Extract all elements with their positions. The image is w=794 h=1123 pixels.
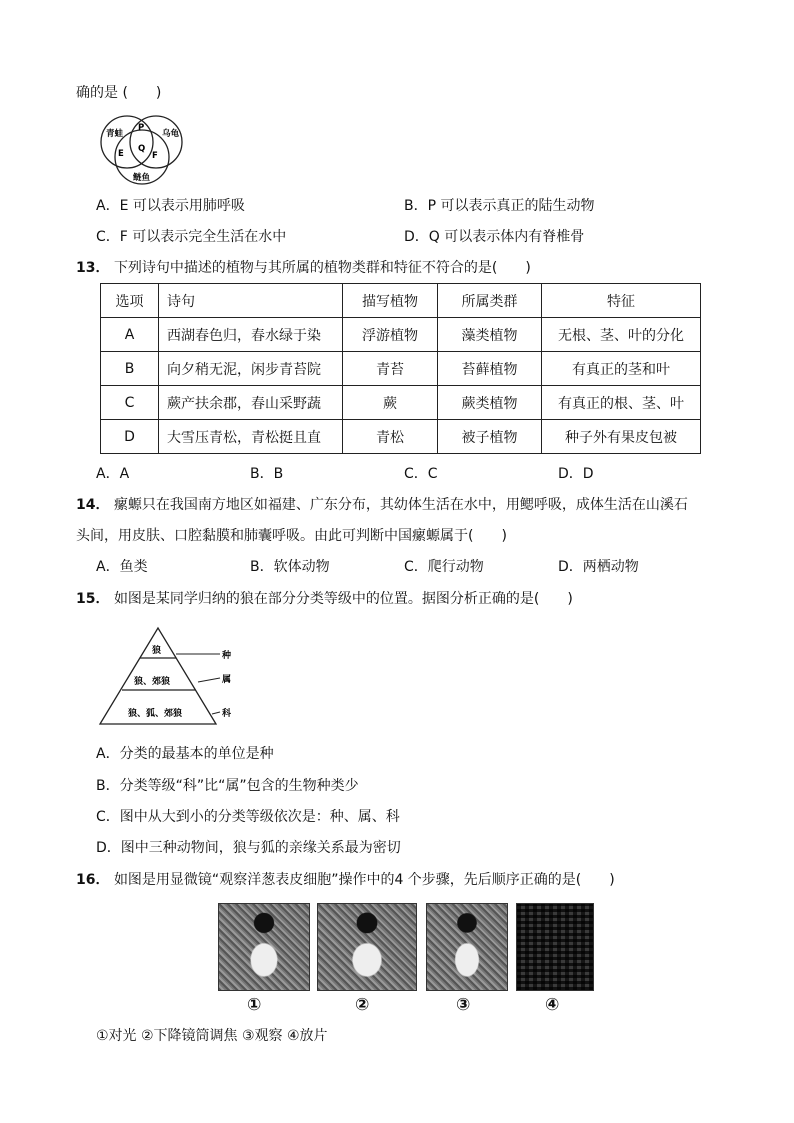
q14-option-d[interactable]: D．两栖动物 bbox=[558, 559, 639, 575]
microscope-photo-4 bbox=[516, 903, 594, 991]
microscope-photo-3 bbox=[426, 903, 508, 991]
table-row bbox=[101, 318, 701, 352]
q13-option-c[interactable]: C．C bbox=[404, 466, 438, 482]
table-header-row bbox=[101, 284, 701, 318]
q13-option-b[interactable]: B．B bbox=[250, 466, 284, 482]
venn-label-fish: 鲢鱼 bbox=[133, 173, 151, 183]
pyramid-level-genus: 狼、郊狼 bbox=[134, 677, 171, 687]
table-header-cell: 所属类群 bbox=[438, 284, 542, 318]
table-cell: 藻类植物 bbox=[438, 318, 542, 352]
q16-number: 16． bbox=[76, 872, 110, 888]
venn-region-f: F bbox=[152, 151, 158, 161]
q16-steps: ①对光 ②下降镜筒调焦 ③观察 ④放片 bbox=[96, 1028, 328, 1044]
pyramid-level-species: 狼 bbox=[152, 646, 162, 656]
venn-region-e: E bbox=[118, 149, 124, 159]
q15-option-b[interactable]: B．分类等级“科”比“属”包含的生物种类少 bbox=[96, 778, 359, 794]
table-cell: 种子外有果皮包被 bbox=[542, 420, 701, 454]
table-cell: C bbox=[101, 386, 159, 420]
q14-option-a[interactable]: A．鱼类 bbox=[96, 559, 148, 575]
q14-option-c[interactable]: C．爬行动物 bbox=[404, 559, 484, 575]
table-cell: 蕨产扶余郡，春山采野蔬 bbox=[159, 386, 343, 420]
table-cell: 有真正的根、茎、叶 bbox=[542, 386, 701, 420]
table-cell: 有真正的茎和叶 bbox=[542, 352, 701, 386]
table-cell: A bbox=[101, 318, 159, 352]
q15-option-c[interactable]: C．图中从大到小的分类等级依次是：种、属、科 bbox=[96, 809, 400, 825]
photo-label-2: ② bbox=[355, 995, 370, 1015]
q15-option-d[interactable]: D．图中三种动物间，狼与狐的亲缘关系最为密切 bbox=[96, 840, 401, 856]
table-row bbox=[101, 352, 701, 386]
q15-stem-text: 如图是某同学归纳的狼在部分分类等级中的位置。据图分析正确的是( ) bbox=[113, 591, 573, 607]
q15-stem bbox=[76, 590, 573, 608]
q13-stem bbox=[76, 259, 531, 277]
table-row bbox=[101, 386, 701, 420]
table-cell: B bbox=[101, 352, 159, 386]
pyramid-rank-genus: 属 bbox=[222, 675, 232, 685]
table-header-cell: 描写植物 bbox=[343, 284, 438, 318]
table-header-cell: 诗句 bbox=[159, 284, 343, 318]
table-row bbox=[101, 420, 701, 454]
q13-number: 13． bbox=[76, 260, 110, 276]
photo-label-1: ① bbox=[247, 995, 262, 1015]
q12-option-d[interactable]: D．Q 可以表示体内有脊椎骨 bbox=[404, 229, 585, 245]
classification-pyramid bbox=[96, 624, 246, 730]
venn-diagram bbox=[98, 112, 190, 186]
q13-option-a[interactable]: A．A bbox=[96, 466, 130, 482]
q14-number: 14． bbox=[76, 497, 110, 513]
table-cell: 苔藓植物 bbox=[438, 352, 542, 386]
pyramid-level-family: 狼、狐、郊狼 bbox=[128, 709, 183, 719]
q13-stem-text: 下列诗句中描述的植物与其所属的植物类群和特征不符合的是( ) bbox=[113, 260, 531, 276]
table-cell: 无根、茎、叶的分化 bbox=[542, 318, 701, 352]
q14-stem-line2: 头间，用皮肤、口腔黏膜和肺囊呼吸。由此可判断中国瘰螈属于( ) bbox=[76, 528, 507, 544]
q15-option-a[interactable]: A．分类的最基本的单位是种 bbox=[96, 746, 274, 762]
q12-option-c[interactable]: C．F 可以表示完全生活在水中 bbox=[96, 229, 287, 245]
q16-stem-text: 如图是用显微镜“观察洋葱表皮细胞”操作中的4 个步骤，先后顺序正确的是( ) bbox=[113, 872, 615, 888]
table-cell: 浮游植物 bbox=[343, 318, 438, 352]
table-cell: D bbox=[101, 420, 159, 454]
table-cell: 被子植物 bbox=[438, 420, 542, 454]
table-cell: 大雪压青松，青松挺且直 bbox=[159, 420, 343, 454]
table-cell: 西湖春色归，春水绿于染 bbox=[159, 318, 343, 352]
q16-stem bbox=[76, 871, 615, 889]
table-cell: 向夕稍无泥，闲步青苔院 bbox=[159, 352, 343, 386]
table-cell: 蕨 bbox=[343, 386, 438, 420]
photo-label-3: ③ bbox=[456, 995, 471, 1015]
table-cell: 青松 bbox=[343, 420, 438, 454]
table-header-cell: 选项 bbox=[101, 284, 159, 318]
venn-region-q: Q bbox=[138, 144, 146, 154]
table-cell: 蕨类植物 bbox=[438, 386, 542, 420]
venn-label-frog: 青蛙 bbox=[106, 129, 124, 139]
table-cell: 青苔 bbox=[343, 352, 438, 386]
q12-stem-tail: 确的是 ( ) bbox=[76, 85, 162, 101]
venn-region-p: P bbox=[138, 123, 145, 133]
photo-label-4: ④ bbox=[545, 995, 560, 1015]
pyramid-rank-species: 种 bbox=[222, 651, 232, 661]
pyramid-rank-family: 科 bbox=[222, 709, 232, 719]
microscope-photo-2 bbox=[317, 903, 417, 991]
table-header-cell: 特征 bbox=[542, 284, 701, 318]
q12-option-a[interactable]: A．E 可以表示用肺呼吸 bbox=[96, 198, 245, 214]
q13-option-d[interactable]: D．D bbox=[558, 466, 594, 482]
q14-option-b[interactable]: B．软体动物 bbox=[250, 559, 330, 575]
q15-number: 15． bbox=[76, 591, 110, 607]
q14-line1-text: 瘰螈只在我国南方地区如福建、广东分布，其幼体生活在水中，用鳃呼吸，成体生活在山溪石 bbox=[113, 497, 688, 513]
q14-stem-line1 bbox=[76, 496, 688, 514]
microscope-photo-1 bbox=[218, 903, 310, 991]
plants-table bbox=[100, 283, 701, 454]
venn-label-turtle: 乌龟 bbox=[162, 129, 180, 139]
q12-option-b[interactable]: B．P 可以表示真正的陆生动物 bbox=[404, 198, 595, 214]
